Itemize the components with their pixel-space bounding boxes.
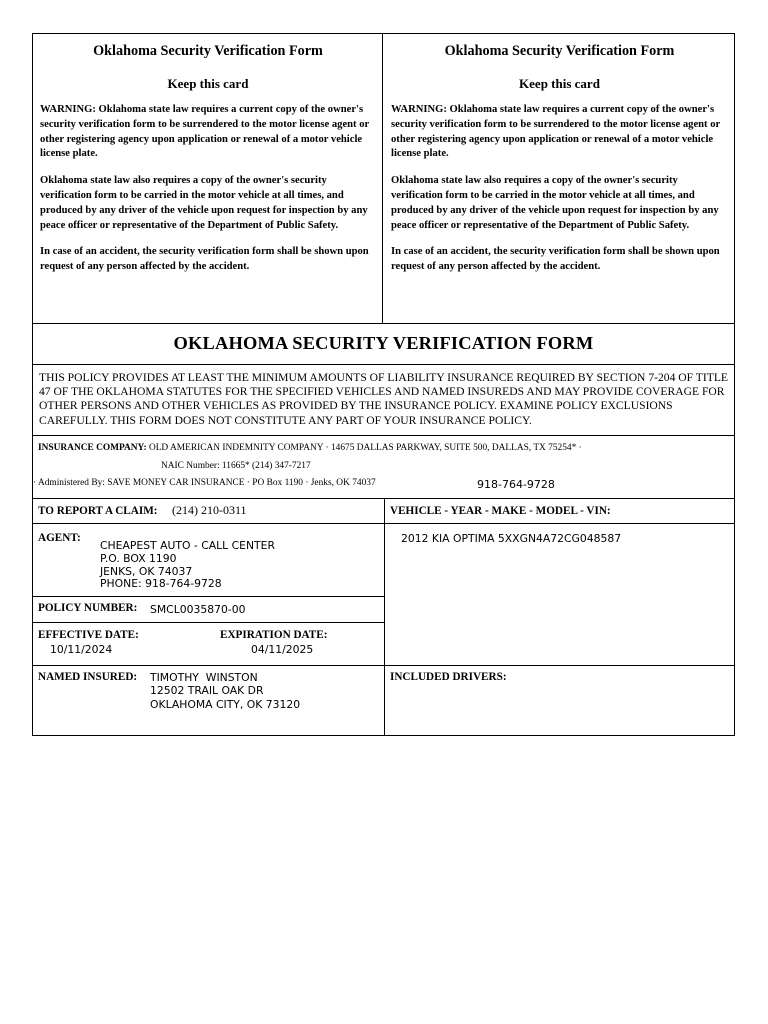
insurance-company-line: [38, 443, 582, 453]
card-warning-text: WARNING: Oklahoma state law requires a current copy of the owner's security verification form to be surrendered to the motor license agent or other registering agency upon application or renewal of a motor vehicle license plate.: [40, 104, 370, 160]
column-divider: [384, 499, 385, 735]
insured-line: TIMOTHY WINSTON: [150, 671, 258, 684]
card-accident-text: In case of an accident, the security verification form shall be shown upon request of any person affected by the accident.: [391, 246, 720, 273]
form-title: OKLAHOMA SECURITY VERIFICATION FORM: [33, 324, 734, 365]
keep-card-right: [384, 34, 734, 323]
insurance-company-value: OLD AMERICAN INDEMNITY COMPANY · 14675 DALLAS PARKWAY, SUITE 500, DALLAS, TX 75254* ·: [148, 443, 582, 453]
keep-card-left: [33, 34, 383, 323]
insurer-section: [33, 437, 734, 499]
agent-line: JENKS, OK 74037: [100, 564, 193, 578]
naic-number: NAIC Number: 11665* (214) 347-7217: [161, 461, 311, 471]
vehicle-value: 2012 KIA OPTIMA 5XXGN4A72CG048587: [401, 532, 622, 545]
policy-number: SMCL0035870-00: [150, 603, 246, 616]
policy-disclaimer: THIS POLICY PROVIDES AT LEAST THE MINIMUM AMOUNTS OF LIABILITY INSURANCE REQUIRED BY SECTION 7-204 OF TITLE 47 OF THE OKLAHOMA STATUTES FOR THE SPECIFIED VEHICLES AND NAMED INSUREDS AND MAY PROVIDE COVERAGE FOR OTHER PERSONS AND OTHER VEHICLES AS PROVIDED BY THE INSURANCE POLICY. EXAMINE POLICY EXCLUSIONS CAREFULLY. THIS FORM DOES NOT CONSTITUTE ANY PART OF YOUR INSURANCE POLICY.: [33, 366, 734, 436]
card-carry-text: Oklahoma state law also requires a copy of the owner's security verification form to be carried in the motor vehicle at all times, and produced by any driver of the vehicle upon request for inspection by any peace officer or representative of the Department of Public Safety.: [391, 175, 719, 231]
expiration-date-label: EXPIRATION DATE:: [220, 629, 328, 641]
card-title: Oklahoma Security Verification Form: [444, 43, 675, 59]
claim-phone: (214) 210-0311: [172, 503, 247, 517]
agent-line: CHEAPEST AUTO - CALL CENTER: [100, 539, 275, 552]
agent-label: AGENT:: [38, 532, 81, 544]
row-divider: [33, 523, 734, 524]
included-drivers-label: INCLUDED DRIVERS:: [390, 671, 507, 683]
insured-line: 12502 TRAIL OAK DR: [150, 684, 264, 698]
card-title: Oklahoma Security Verification Form: [93, 43, 323, 59]
agent-line: PHONE: 918-764-9728: [100, 577, 222, 591]
administered-by: · Administered By: SAVE MONEY CAR INSURANCE · PO Box 1190 · Jenks, OK 74037: [33, 478, 376, 488]
row-divider: [33, 596, 384, 597]
row-divider: [33, 622, 384, 623]
card-accident-text: In case of an accident, the security verification form shall be shown upon request of any person affected by the accident.: [40, 246, 369, 273]
row-divider: [33, 665, 734, 666]
keep-card-section: [33, 34, 734, 324]
expiration-date: 04/11/2025: [251, 643, 314, 656]
agent-line: P.O. BOX 1190: [100, 551, 177, 565]
effective-date: 10/11/2024: [50, 643, 113, 656]
insured-line: OKLAHOMA CITY, OK 73120: [150, 697, 301, 711]
card-warning-text: WARNING: Oklahoma state law requires a current copy of the owner's security verification form to be surrendered to the motor license agent or other registering agency upon application or renewal of a motor vehicle license plate.: [391, 104, 721, 160]
policy-details-grid: [33, 499, 734, 735]
named-insured: [150, 671, 300, 711]
verification-form: [32, 33, 735, 736]
card-carry-text: Oklahoma state law also requires a copy of the owner's security verification form to be carried in the motor vehicle at all times, and produced by any driver of the vehicle upon request for inspection by any peace officer or representative of the Department of Public Safety.: [40, 175, 368, 231]
insurance-company-label: INSURANCE COMPANY:: [38, 443, 147, 453]
policy-number-label: POLICY NUMBER:: [38, 602, 138, 614]
vehicle-label: VEHICLE - YEAR - MAKE - MODEL - VIN:: [390, 505, 611, 517]
claim-label: TO REPORT A CLAIM:: [38, 505, 158, 517]
agent-address: [100, 540, 275, 591]
effective-date-label: EFFECTIVE DATE:: [38, 629, 139, 641]
administrator-phone: 918-764-9728: [477, 478, 555, 491]
named-insured-label: NAMED INSURED:: [38, 671, 138, 683]
card-keep-label: Keep this card: [167, 76, 249, 91]
card-keep-label: Keep this card: [519, 76, 600, 91]
